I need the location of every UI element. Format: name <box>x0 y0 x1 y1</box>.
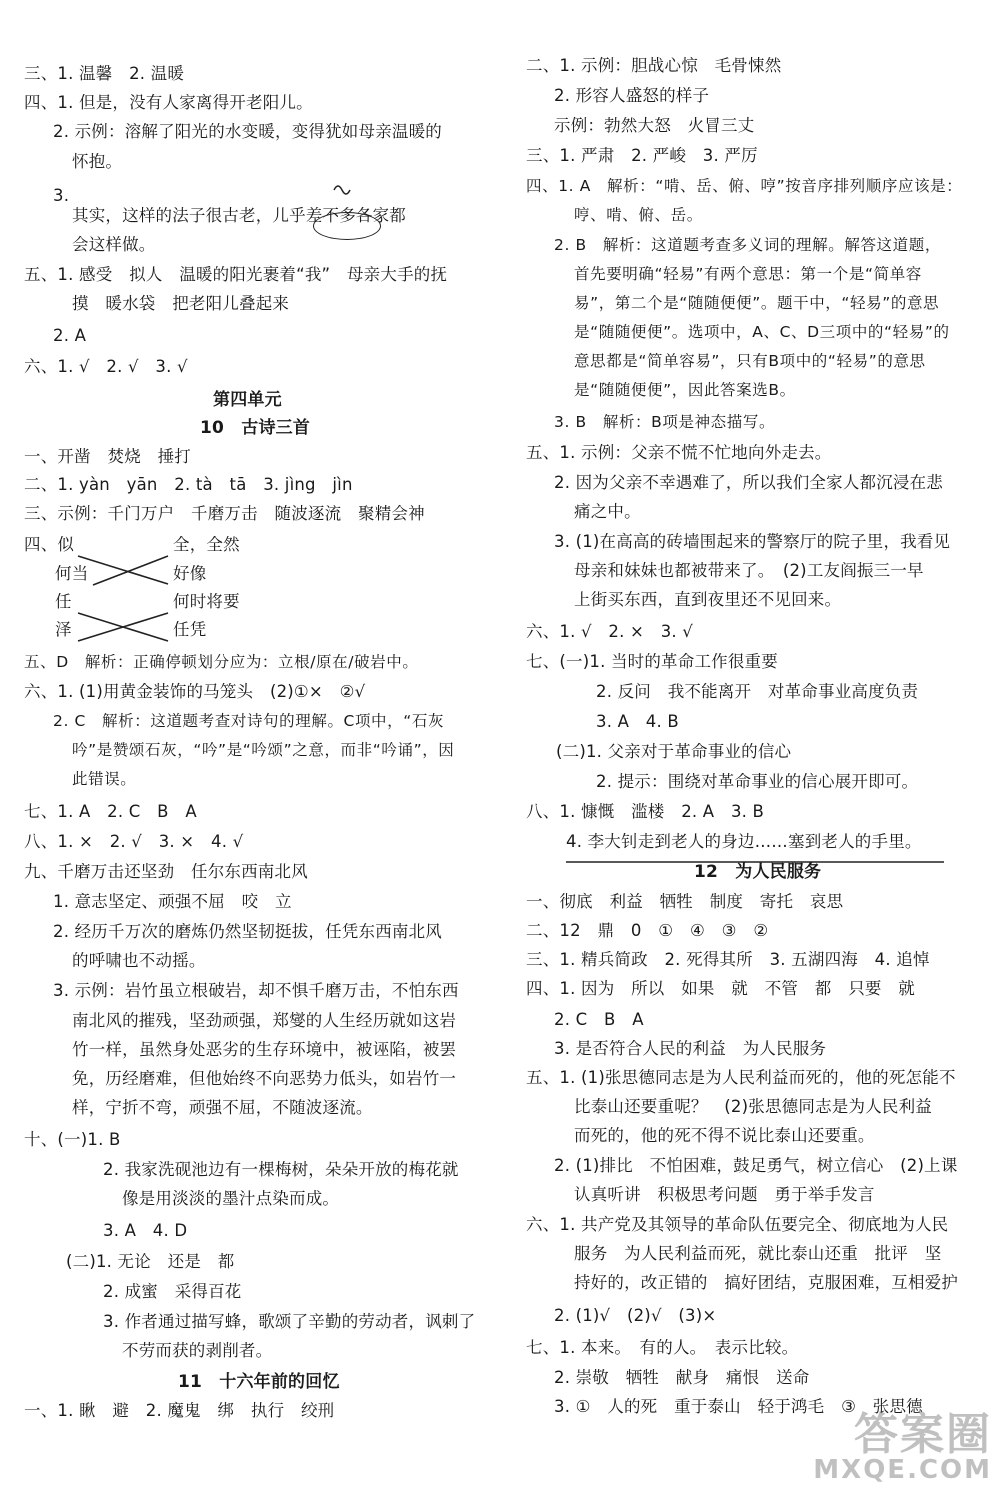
answer-line: (二)1. 无论 还是 都 <box>66 1252 235 1271</box>
answer-line: 三、1. 严肃 2. 严峻 3. 严厉 <box>526 146 758 165</box>
answer-line: 任 <box>55 592 72 611</box>
answer-line: 八、1. × 2. √ 3. × 4. √ <box>24 832 244 851</box>
answer-line: 3. B 解析：B项是神态描写。 <box>554 413 776 431</box>
answer-line: (二)1. 父亲对于革命事业的信心 <box>556 742 792 761</box>
answer-line: 3. 示例：岩竹虽立根破岩，却不惧千磨万击，不怕东西 <box>53 981 459 1000</box>
answer-line: 2. 因为父亲不幸遇难了，所以我们全家人都沉浸在悲 <box>554 473 943 492</box>
answer-line: 九、千磨万击还坚劲 任尔东西南北风 <box>24 862 308 881</box>
answer-line: 四、1. A 解析：“啃、岳、俯、哼”按音序排列顺序应该是： <box>526 177 963 195</box>
answer-line: 3. 作者通过描写蜂，歌颂了辛勤的劳动者，讽刺了 <box>103 1312 476 1331</box>
watermark-line1: 答案圈 <box>854 1409 992 1460</box>
answer-line: 六、1. (1)用黄金装饰的马笼头 (2)①× ②√ <box>24 682 366 701</box>
answer-line: 像是用淡淡的墨汁点染而成。 <box>122 1189 340 1208</box>
answer-line: 二、12 鼎 0 ① ④ ③ ② <box>526 921 769 940</box>
answer-line: 3. <box>53 186 70 205</box>
section-heading: 第四单元 <box>213 390 282 410</box>
answer-line: 五、1. 感受 拟人 温暖的阳光裹着“我” 母亲大手的抚 <box>24 265 448 284</box>
answer-line: 三、1. 精兵简政 2. 死得其所 3. 五湖四海 4. 追悼 <box>526 950 930 969</box>
section-heading: 10 古诗三首 <box>200 418 311 438</box>
answer-line: 2. 经历千万次的磨炼仍然坚韧挺拔，任凭东西南北风 <box>53 922 442 941</box>
answer-line: 三、示例：千门万户 千磨万击 随波逐流 聚精会神 <box>24 504 425 523</box>
answer-line: 十、(一)1. B <box>24 1130 121 1149</box>
answer-line: 六、1. √ 2. × 3. √ <box>526 622 694 641</box>
answer-line: 摸 暖水袋 把老阳儿叠起来 <box>72 294 290 313</box>
answer-line: 2. 崇敬 牺牲 献身 痛恨 送命 <box>554 1368 810 1387</box>
watermark-line2: MXQE.COM <box>813 1455 992 1485</box>
answer-line: 2. 示例：溶解了阳光的水变暖，变得犹如母亲温暖的 <box>53 122 442 141</box>
answer-line: 2. 反问 我不能离开 对革命事业高度负责 <box>596 682 919 701</box>
proofread-mark <box>334 186 350 194</box>
answer-line: 2. (1)√ (2)√ (3)× <box>554 1306 717 1325</box>
answer-line: 3. (1)在高高的砖墙围起来的警察厅的院子里，我看见 <box>554 532 951 551</box>
answer-line: 七、1. 本来。 有的人。 表示比较。 <box>526 1338 799 1357</box>
answer-line: 2. A <box>53 326 87 345</box>
circled-word-mark <box>313 212 381 240</box>
watermark <box>813 1409 992 1485</box>
match-line <box>78 556 168 584</box>
answer-line: 的呼啸也不动摇。 <box>72 951 206 970</box>
section-heading: 11 十六年前的回忆 <box>178 1372 340 1392</box>
answer-line: 示例：勃然大怒 火冒三丈 <box>554 116 755 135</box>
answer-line: 何时将要 <box>173 592 240 611</box>
answer-line: 五、1. (1)张思德同志是为人民利益而死的，他的死怎能不 <box>526 1068 956 1087</box>
answer-line: 3. 是否符合人民的利益 为人民服务 <box>554 1039 827 1058</box>
answer-line: 不劳而获的剥削者。 <box>122 1341 273 1360</box>
answer-line: 八、1. 慷慨 滥楼 2. A 3. B <box>526 802 765 821</box>
answer-line: 2. 我家洗砚池边有一棵梅树，朵朵开放的梅花就 <box>103 1160 459 1179</box>
answer-line: 服务 为人民利益而死，就比泰山还重 批评 坚 <box>574 1244 942 1263</box>
answer-line: 此错误。 <box>72 770 137 788</box>
answer-line: 母亲和妹妹也都被带来了。 (2)工友阎振三一早 <box>574 561 924 580</box>
answer-line: 七、1. A 2. C B A <box>24 802 197 821</box>
answer-line: 七、(一)1. 当时的革命工作很重要 <box>526 652 778 671</box>
answer-line: 会这样做。 <box>72 235 156 254</box>
answer-line: 吟”是赞颂石灰，“吟”是“吟颂”之意，而非“吟诵”，因 <box>72 741 455 759</box>
answer-line: 二、1. yàn yān 2. tà tā 3. jìng jìn <box>24 475 353 494</box>
answer-line: 一、开凿 焚烧 捶打 <box>24 447 191 466</box>
answer-line: 2. 形容人盛怒的样子 <box>554 86 710 105</box>
answer-line: 2. 成蜜 采得百花 <box>103 1282 242 1301</box>
answer-line: 其实，这样的法子很古老，儿乎差不多各家都 <box>72 206 406 225</box>
answer-line: 六、1. 共产党及其领导的革命队伍要完全、彻底地为人民 <box>526 1215 949 1234</box>
answer-line: 上街买东西，直到夜里还不见回来。 <box>574 590 842 609</box>
answer-line: 首先要明确“轻易”有两个意思：第一个是“简单容 <box>574 265 922 283</box>
answer-line: 认真听讲 积极思考问题 勇于举手发言 <box>574 1185 875 1204</box>
answer-line: 五、D 解析：正确停顿划分应为：立根/原在/破岩中。 <box>24 653 419 671</box>
answer-line: 2. (1)排比 不怕困难，鼓足勇气，树立信心 (2)上课 <box>554 1156 958 1175</box>
answer-line: 3. A 4. D <box>103 1221 188 1240</box>
answer-line: 六、1. √ 2. √ 3. √ <box>24 357 188 376</box>
answer-line: 竹一样，虽然身处恶劣的生存环境中，被诬陷，被罢 <box>72 1040 457 1059</box>
answer-line: 二、1. 示例：胆战心惊 毛骨悚然 <box>526 56 782 75</box>
answer-line: 3. A 4. B <box>596 712 679 731</box>
answer-line: 泽 <box>55 620 72 639</box>
answer-line: 好像 <box>173 564 207 583</box>
section-heading: 12 为人民服务 <box>694 862 822 882</box>
answer-line: 何当 <box>55 564 89 583</box>
answer-line: 持好的，改正错的 搞好团结，克服困难，互相爱护 <box>574 1273 959 1292</box>
answer-line: 南北风的摧残，坚劲顽强，郑燮的人生经历就如这岩 <box>72 1011 457 1030</box>
answer-line: 2. C 解析：这道题考查对诗句的理解。C项中，“石灰 <box>53 712 445 730</box>
answer-line: 任凭 <box>173 620 207 639</box>
answer-line: 是“随随便便”，因此答案选B。 <box>574 381 796 399</box>
answer-line: 2. 提示：围绕对革命事业的信心展开即可。 <box>596 772 919 791</box>
answer-line: 样，宁折不弯，顽强不屈，不随波逐流。 <box>72 1098 373 1117</box>
answer-line: 四、似 <box>24 535 75 554</box>
answer-line: 哼、啃、俯、岳。 <box>574 206 703 224</box>
answer-line: 免，历经磨难，但他始终不向恶势力低头，如岩竹一 <box>72 1069 457 1088</box>
answer-line: 2. C B A <box>554 1010 644 1029</box>
answer-line: 五、1. 示例：父亲不慌不忙地向外走去。 <box>526 443 832 462</box>
answer-line: 怀抱。 <box>72 152 123 171</box>
answer-line: 四、1. 因为 所以 如果 就 不管 都 只要 就 <box>526 979 915 998</box>
answer-line: 2. B 解析：这道题考查多义词的理解。解答这道题， <box>554 236 941 254</box>
answer-line: 4. 李大钊走到老人的身边……塞到老人的手里。 <box>566 832 922 851</box>
answer-line: 一、彻底 利益 牺牲 制度 寄托 哀思 <box>526 892 844 911</box>
answer-line: 是“随随便便”。选项中，A、C、D三项中的“轻易”的 <box>574 323 950 341</box>
answer-line: 痛之中。 <box>574 502 641 521</box>
answer-line: 三、1. 温馨 2. 温暖 <box>24 64 185 83</box>
answer-line: 1. 意志坚定、顽强不屈 咬 立 <box>53 892 292 911</box>
answer-line: 意思都是“简单容易”，只有B项中的“轻易”的意思 <box>574 352 926 370</box>
answer-line: 全，全然 <box>173 535 240 554</box>
answer-line: 比泰山还要重呢？ (2)张思德同志是为人民利益 <box>574 1097 932 1116</box>
answer-line: 3. ① 人的死 重于泰山 轻于鸿毛 ③ 张思德 <box>554 1397 923 1416</box>
answer-line: 四、1. 但是，没有人家离得开老阳儿。 <box>24 93 313 112</box>
answer-line: 而死的，他的死不得不说比泰山还要重。 <box>574 1126 875 1145</box>
answer-line: 易”，第二个是“随随便便”。题干中，“轻易”的意思 <box>574 294 940 312</box>
answer-line: 一、1. 瞅 避 2. 魔鬼 绑 执行 绞刑 <box>24 1401 335 1420</box>
